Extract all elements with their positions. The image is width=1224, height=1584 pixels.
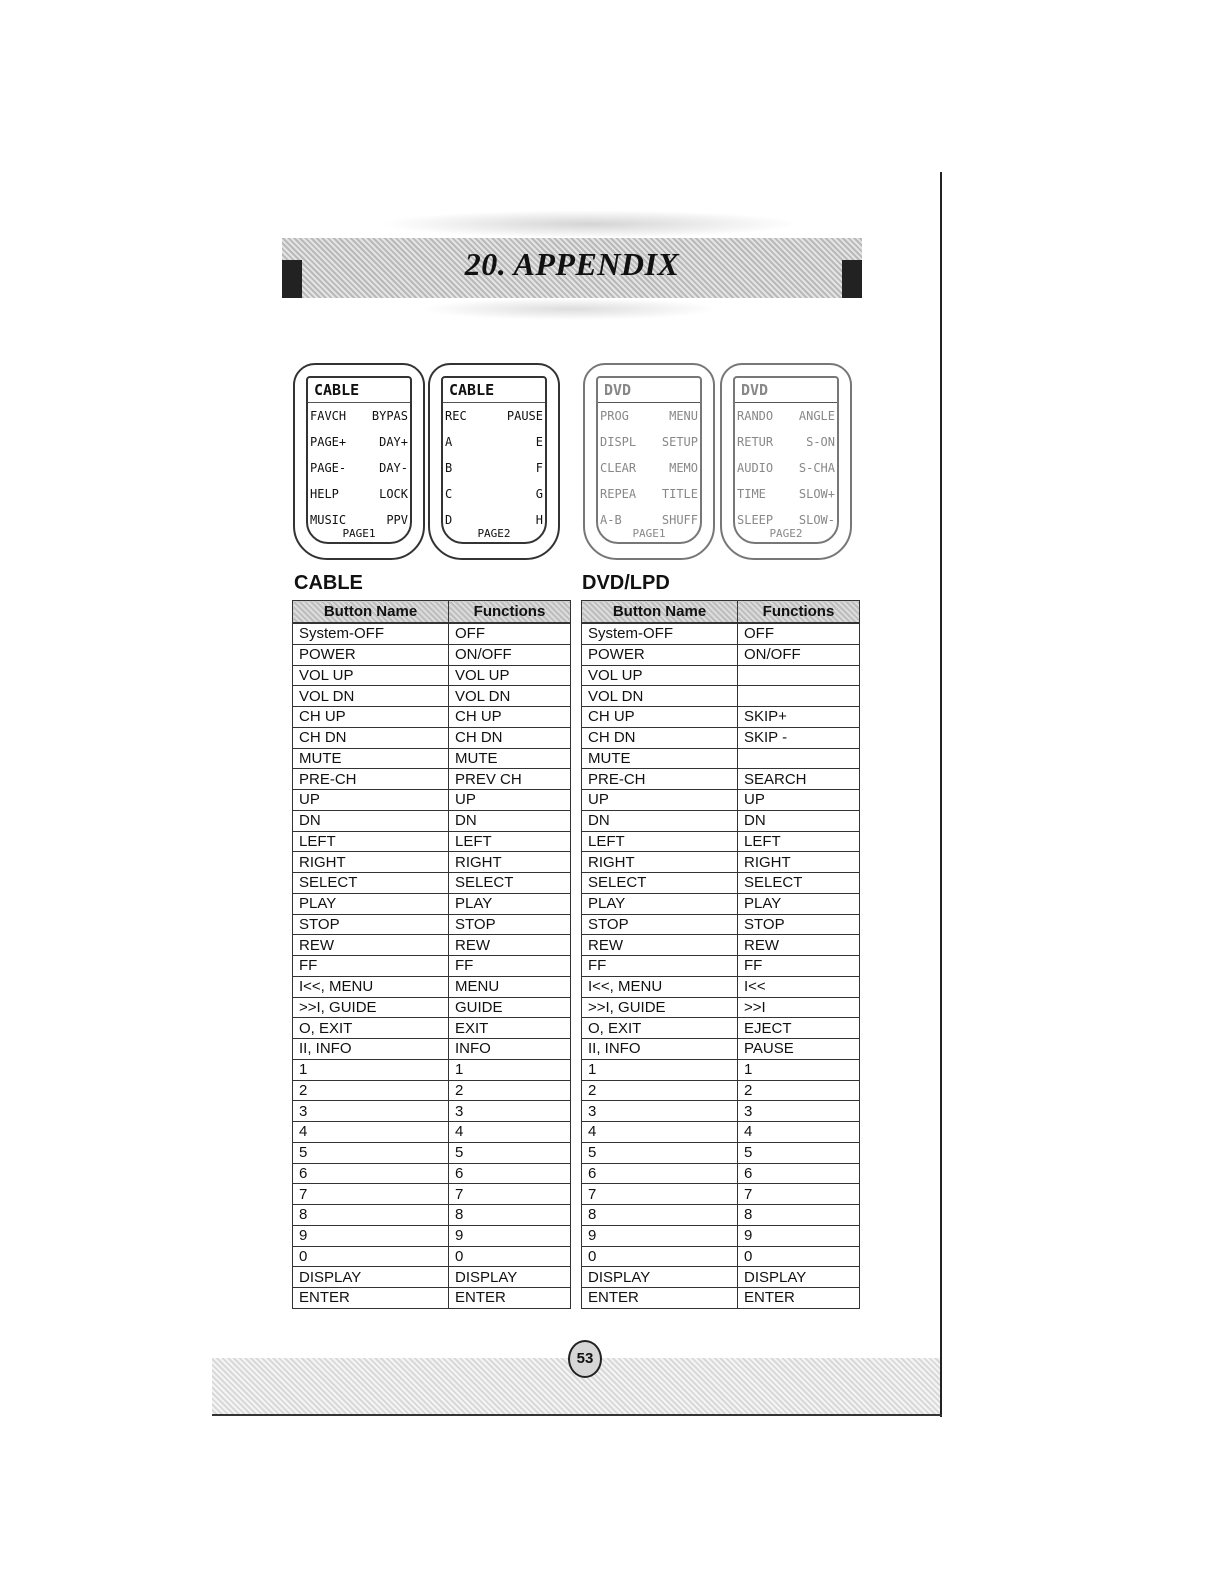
function-cell: I<< (738, 976, 860, 997)
table-row (582, 1018, 860, 1039)
button-name-cell: II, INFO (293, 1039, 449, 1060)
remote-screen-row (735, 481, 837, 507)
remote-key-label: HELP (310, 487, 339, 501)
table-row (293, 1142, 571, 1163)
function-cell: SKIP+ (738, 707, 860, 728)
button-name-cell: CH UP (293, 707, 449, 728)
remote-key-label: D (445, 513, 453, 527)
table-row (293, 1246, 571, 1267)
remote-key-label: REC (445, 409, 467, 423)
button-name-cell: REW (293, 935, 449, 956)
function-cell: MUTE (449, 748, 571, 769)
button-name-cell: 7 (582, 1184, 738, 1205)
table-row (582, 1267, 860, 1288)
table-row (293, 810, 571, 831)
function-cell: 1 (738, 1059, 860, 1080)
button-name-cell: LEFT (293, 831, 449, 852)
function-cell: 8 (449, 1205, 571, 1226)
remote-key-label: RANDO (737, 409, 774, 423)
button-name-cell: REW (582, 935, 738, 956)
button-name-cell: I<<, MENU (582, 976, 738, 997)
remote-screen-row (735, 403, 837, 429)
table-row (293, 665, 571, 686)
table-row (293, 997, 571, 1018)
table-row (582, 1288, 860, 1309)
remote-screen-row (308, 481, 410, 507)
remote-key-label: SLEEP (737, 513, 774, 527)
button-name-cell: 1 (582, 1059, 738, 1080)
function-cell: RIGHT (449, 852, 571, 873)
remote-screen-row (598, 481, 700, 507)
function-cell: SELECT (738, 873, 860, 894)
remote-display (596, 376, 702, 544)
function-cell: 6 (449, 1163, 571, 1184)
table-row (293, 831, 571, 852)
remote-screen-row (735, 429, 837, 455)
table-row (582, 769, 860, 790)
function-cell: 4 (738, 1122, 860, 1143)
table-row (293, 1225, 571, 1246)
function-cell: STOP (449, 914, 571, 935)
button-name-cell: CH DN (293, 727, 449, 748)
button-name-cell: PRE-CH (293, 769, 449, 790)
button-name-cell: CH DN (582, 727, 738, 748)
remote-screen (720, 363, 852, 560)
button-name-cell: 9 (582, 1225, 738, 1246)
page-number-badge: 53 (568, 1340, 602, 1378)
dvd-table (581, 600, 860, 1309)
table-row (582, 748, 860, 769)
button-name-cell: VOL UP (582, 665, 738, 686)
table-row (582, 852, 860, 873)
cable-table (292, 600, 571, 1309)
button-name-cell: PLAY (293, 893, 449, 914)
function-cell: OFF (738, 623, 860, 644)
function-cell: 9 (449, 1225, 571, 1246)
remote-key-label: MUSIC (310, 513, 347, 527)
remote-display (441, 376, 547, 544)
button-name-cell: UP (293, 790, 449, 811)
table-row (582, 665, 860, 686)
function-cell: CH UP (449, 707, 571, 728)
function-cell: FF (738, 956, 860, 977)
button-name-cell: POWER (582, 644, 738, 665)
function-cell: 1 (449, 1059, 571, 1080)
table-row (293, 935, 571, 956)
button-name-cell: DISPLAY (293, 1267, 449, 1288)
button-name-cell: STOP (582, 914, 738, 935)
table-row (293, 686, 571, 707)
function-cell: DISPLAY (738, 1267, 860, 1288)
remote-screen-row (598, 429, 700, 455)
button-name-cell: 5 (582, 1142, 738, 1163)
function-cell: 5 (449, 1142, 571, 1163)
table-row (582, 1184, 860, 1205)
function-cell: ON/OFF (449, 644, 571, 665)
function-cell: DISPLAY (449, 1267, 571, 1288)
button-name-cell: CH UP (582, 707, 738, 728)
table-header-row (582, 601, 860, 624)
table-row (293, 873, 571, 894)
button-name-cell: 4 (582, 1122, 738, 1143)
remote-screen-title: DVD (598, 378, 700, 403)
right-margin-rule (940, 172, 942, 1417)
remote-key-label: DAY+ (379, 435, 408, 449)
table-row (582, 727, 860, 748)
button-name-cell: RIGHT (582, 852, 738, 873)
column-header-button-name: Button Name (293, 601, 449, 624)
function-cell: UP (738, 790, 860, 811)
button-name-cell: System-OFF (582, 623, 738, 644)
remote-page-label: PAGE1 (632, 527, 666, 540)
function-cell: STOP (738, 914, 860, 935)
remote-key-label: LOCK (379, 487, 408, 501)
function-cell: INFO (449, 1039, 571, 1060)
header-shading (380, 210, 800, 238)
remote-screen-row (308, 455, 410, 481)
table-row (582, 873, 860, 894)
button-name-cell: PRE-CH (582, 769, 738, 790)
function-cell (738, 686, 860, 707)
function-cell: PAUSE (738, 1039, 860, 1060)
button-name-cell: 2 (293, 1080, 449, 1101)
function-cell: 3 (449, 1101, 571, 1122)
remote-key-label: PAUSE (506, 409, 543, 423)
function-cell: UP (449, 790, 571, 811)
remote-page-label: PAGE1 (342, 527, 376, 540)
table-row (293, 790, 571, 811)
cable-section-title: CABLE (294, 572, 363, 594)
remote-key-label: E (535, 435, 543, 449)
table-row (582, 914, 860, 935)
button-name-cell: 8 (582, 1205, 738, 1226)
remote-key-label: DISPL (600, 435, 637, 449)
function-cell: VOL UP (449, 665, 571, 686)
function-cell: 2 (449, 1080, 571, 1101)
table-row (293, 623, 571, 644)
function-cell: 0 (449, 1246, 571, 1267)
remote-key-label: FAVCH (310, 409, 347, 423)
function-cell: SELECT (449, 873, 571, 894)
function-cell: REW (449, 935, 571, 956)
function-cell (738, 665, 860, 686)
remote-key-label: C (445, 487, 453, 501)
function-cell: PLAY (738, 893, 860, 914)
remote-key-label: MENU (669, 409, 698, 423)
remote-key-label: A-B (600, 513, 622, 527)
table-row (582, 790, 860, 811)
function-cell: VOL DN (449, 686, 571, 707)
button-name-cell: 7 (293, 1184, 449, 1205)
button-name-cell: FF (293, 956, 449, 977)
function-cell: GUIDE (449, 997, 571, 1018)
table-row (582, 935, 860, 956)
button-name-cell: >>I, GUIDE (582, 997, 738, 1018)
remote-key-label: RETUR (737, 435, 774, 449)
button-name-cell: 9 (293, 1225, 449, 1246)
button-name-cell: DN (293, 810, 449, 831)
table-row (293, 769, 571, 790)
table-row (293, 1288, 571, 1309)
function-cell: MENU (449, 976, 571, 997)
table-row (293, 1018, 571, 1039)
button-name-cell: 3 (293, 1101, 449, 1122)
button-name-cell: O, EXIT (582, 1018, 738, 1039)
table-row (582, 644, 860, 665)
table-row (293, 1059, 571, 1080)
button-name-cell: POWER (293, 644, 449, 665)
header-shading-bottom (420, 298, 720, 320)
remote-key-label: G (535, 487, 543, 501)
button-name-cell: MUTE (293, 748, 449, 769)
function-cell: CH DN (449, 727, 571, 748)
table-row (293, 748, 571, 769)
table-row (293, 707, 571, 728)
remote-key-label: B (445, 461, 453, 475)
remote-key-label: PAGE+ (310, 435, 347, 449)
function-cell: DN (738, 810, 860, 831)
remote-display (306, 376, 412, 544)
button-name-cell: RIGHT (293, 852, 449, 873)
table-row (582, 810, 860, 831)
function-cell: 4 (449, 1122, 571, 1143)
button-name-cell: 3 (582, 1101, 738, 1122)
table-row (582, 1101, 860, 1122)
button-name-cell: SELECT (293, 873, 449, 894)
button-name-cell: II, INFO (582, 1039, 738, 1060)
remote-screen (293, 363, 425, 560)
function-cell: 2 (738, 1080, 860, 1101)
function-cell: 7 (449, 1184, 571, 1205)
table-row (582, 893, 860, 914)
function-cell: ENTER (449, 1288, 571, 1309)
remote-key-label: SLOW- (798, 513, 835, 527)
function-cell: 5 (738, 1142, 860, 1163)
button-name-cell: 2 (582, 1080, 738, 1101)
button-name-cell: 8 (293, 1205, 449, 1226)
function-cell: >>I (738, 997, 860, 1018)
function-cell: PREV CH (449, 769, 571, 790)
button-name-cell: DISPLAY (582, 1267, 738, 1288)
table-row (582, 956, 860, 977)
button-name-cell: 5 (293, 1142, 449, 1163)
remote-key-label: PAGE- (310, 461, 347, 475)
function-cell: FF (449, 956, 571, 977)
remote-screen-row (443, 481, 545, 507)
button-name-cell: UP (582, 790, 738, 811)
remote-screen (583, 363, 715, 560)
table-row (293, 1163, 571, 1184)
function-cell: 0 (738, 1246, 860, 1267)
button-name-cell: >>I, GUIDE (293, 997, 449, 1018)
table-row (582, 1225, 860, 1246)
remote-key-label: PROG (600, 409, 629, 423)
function-cell: OFF (449, 623, 571, 644)
page-title: 20. APPENDIX (464, 246, 680, 282)
remote-screen-row (598, 403, 700, 429)
button-name-cell: 1 (293, 1059, 449, 1080)
function-cell (738, 748, 860, 769)
table-row (293, 1101, 571, 1122)
button-name-cell: DN (582, 810, 738, 831)
remote-key-label: S-CHA (798, 461, 835, 475)
remote-screen-title: CABLE (308, 378, 410, 403)
button-name-cell: STOP (293, 914, 449, 935)
function-cell: PLAY (449, 893, 571, 914)
button-name-cell: 0 (582, 1246, 738, 1267)
button-name-cell: 6 (582, 1163, 738, 1184)
function-cell: LEFT (449, 831, 571, 852)
table-row (582, 831, 860, 852)
table-row (582, 1246, 860, 1267)
table-row (582, 623, 860, 644)
remote-display (733, 376, 839, 544)
remote-key-label: TIME (737, 487, 766, 501)
table-header-row (293, 601, 571, 624)
remote-key-label: REPEA (600, 487, 637, 501)
remote-screen-title: CABLE (443, 378, 545, 403)
table-row (293, 1267, 571, 1288)
remote-key-label: H (535, 513, 543, 527)
button-name-cell: VOL UP (293, 665, 449, 686)
footer-rule (212, 1414, 942, 1416)
table-row (293, 644, 571, 665)
remote-page-label: PAGE2 (769, 527, 803, 540)
column-header-button-name: Button Name (582, 601, 738, 624)
remote-screen-row (443, 403, 545, 429)
table-row (293, 727, 571, 748)
table-row (582, 686, 860, 707)
table-row (582, 1039, 860, 1060)
table-row (582, 707, 860, 728)
function-cell: EXIT (449, 1018, 571, 1039)
table-row (582, 976, 860, 997)
remote-screen-row (735, 455, 837, 481)
function-cell: ON/OFF (738, 644, 860, 665)
function-cell: 7 (738, 1184, 860, 1205)
function-cell: 3 (738, 1101, 860, 1122)
table-row (582, 1163, 860, 1184)
remote-screen (428, 363, 560, 560)
function-cell: SEARCH (738, 769, 860, 790)
remote-key-label: CLEAR (600, 461, 637, 475)
remote-key-label: BYPAS (371, 409, 408, 423)
table-row (293, 1184, 571, 1205)
button-name-cell: 6 (293, 1163, 449, 1184)
remote-key-label: DAY- (379, 461, 408, 475)
button-name-cell: I<<, MENU (293, 976, 449, 997)
remote-screen-row (598, 455, 700, 481)
remote-key-label: MEMO (669, 461, 698, 475)
table-row (582, 1142, 860, 1163)
remote-page-label: PAGE2 (477, 527, 511, 540)
function-cell: REW (738, 935, 860, 956)
remote-screen-row (308, 429, 410, 455)
button-name-cell: MUTE (582, 748, 738, 769)
button-name-cell: O, EXIT (293, 1018, 449, 1039)
button-name-cell: VOL DN (582, 686, 738, 707)
button-name-cell: VOL DN (293, 686, 449, 707)
button-name-cell: ENTER (582, 1288, 738, 1309)
remote-key-label: SHUFF (661, 513, 698, 527)
column-header-functions: Functions (738, 601, 860, 624)
table-row (582, 1059, 860, 1080)
table-row (293, 976, 571, 997)
remote-key-label: S-ON (806, 435, 835, 449)
function-cell: DN (449, 810, 571, 831)
button-name-cell: 4 (293, 1122, 449, 1143)
remote-screen-title: DVD (735, 378, 837, 403)
remote-key-label: SETUP (661, 435, 698, 449)
table-row (293, 1205, 571, 1226)
function-cell: 6 (738, 1163, 860, 1184)
table-row (293, 893, 571, 914)
remote-key-label: F (535, 461, 543, 475)
remote-screen-row (308, 403, 410, 429)
function-cell: 8 (738, 1205, 860, 1226)
function-cell: RIGHT (738, 852, 860, 873)
remote-key-label: PPV (386, 513, 408, 527)
remote-key-label: SLOW+ (798, 487, 835, 501)
remote-key-label: AUDIO (737, 461, 774, 475)
remote-key-label: ANGLE (798, 409, 835, 423)
function-cell: LEFT (738, 831, 860, 852)
remote-key-label: TITLE (661, 487, 698, 501)
button-name-cell: PLAY (582, 893, 738, 914)
table-row (293, 1039, 571, 1060)
button-name-cell: SELECT (582, 873, 738, 894)
table-row (582, 997, 860, 1018)
remote-screen-row (443, 455, 545, 481)
table-row (582, 1080, 860, 1101)
table-row (293, 1122, 571, 1143)
button-name-cell: LEFT (582, 831, 738, 852)
column-header-functions: Functions (449, 601, 571, 624)
dvd-section-title: DVD/LPD (582, 572, 670, 594)
button-name-cell: 0 (293, 1246, 449, 1267)
remote-key-label: A (445, 435, 453, 449)
remote-screen-row (443, 429, 545, 455)
table-row (582, 1205, 860, 1226)
table-row (293, 1080, 571, 1101)
button-name-cell: ENTER (293, 1288, 449, 1309)
table-row (293, 914, 571, 935)
button-name-cell: FF (582, 956, 738, 977)
table-row (293, 956, 571, 977)
function-cell: EJECT (738, 1018, 860, 1039)
table-row (582, 1122, 860, 1143)
function-cell: ENTER (738, 1288, 860, 1309)
table-row (293, 852, 571, 873)
button-name-cell: System-OFF (293, 623, 449, 644)
function-cell: SKIP - (738, 727, 860, 748)
function-cell: 9 (738, 1225, 860, 1246)
